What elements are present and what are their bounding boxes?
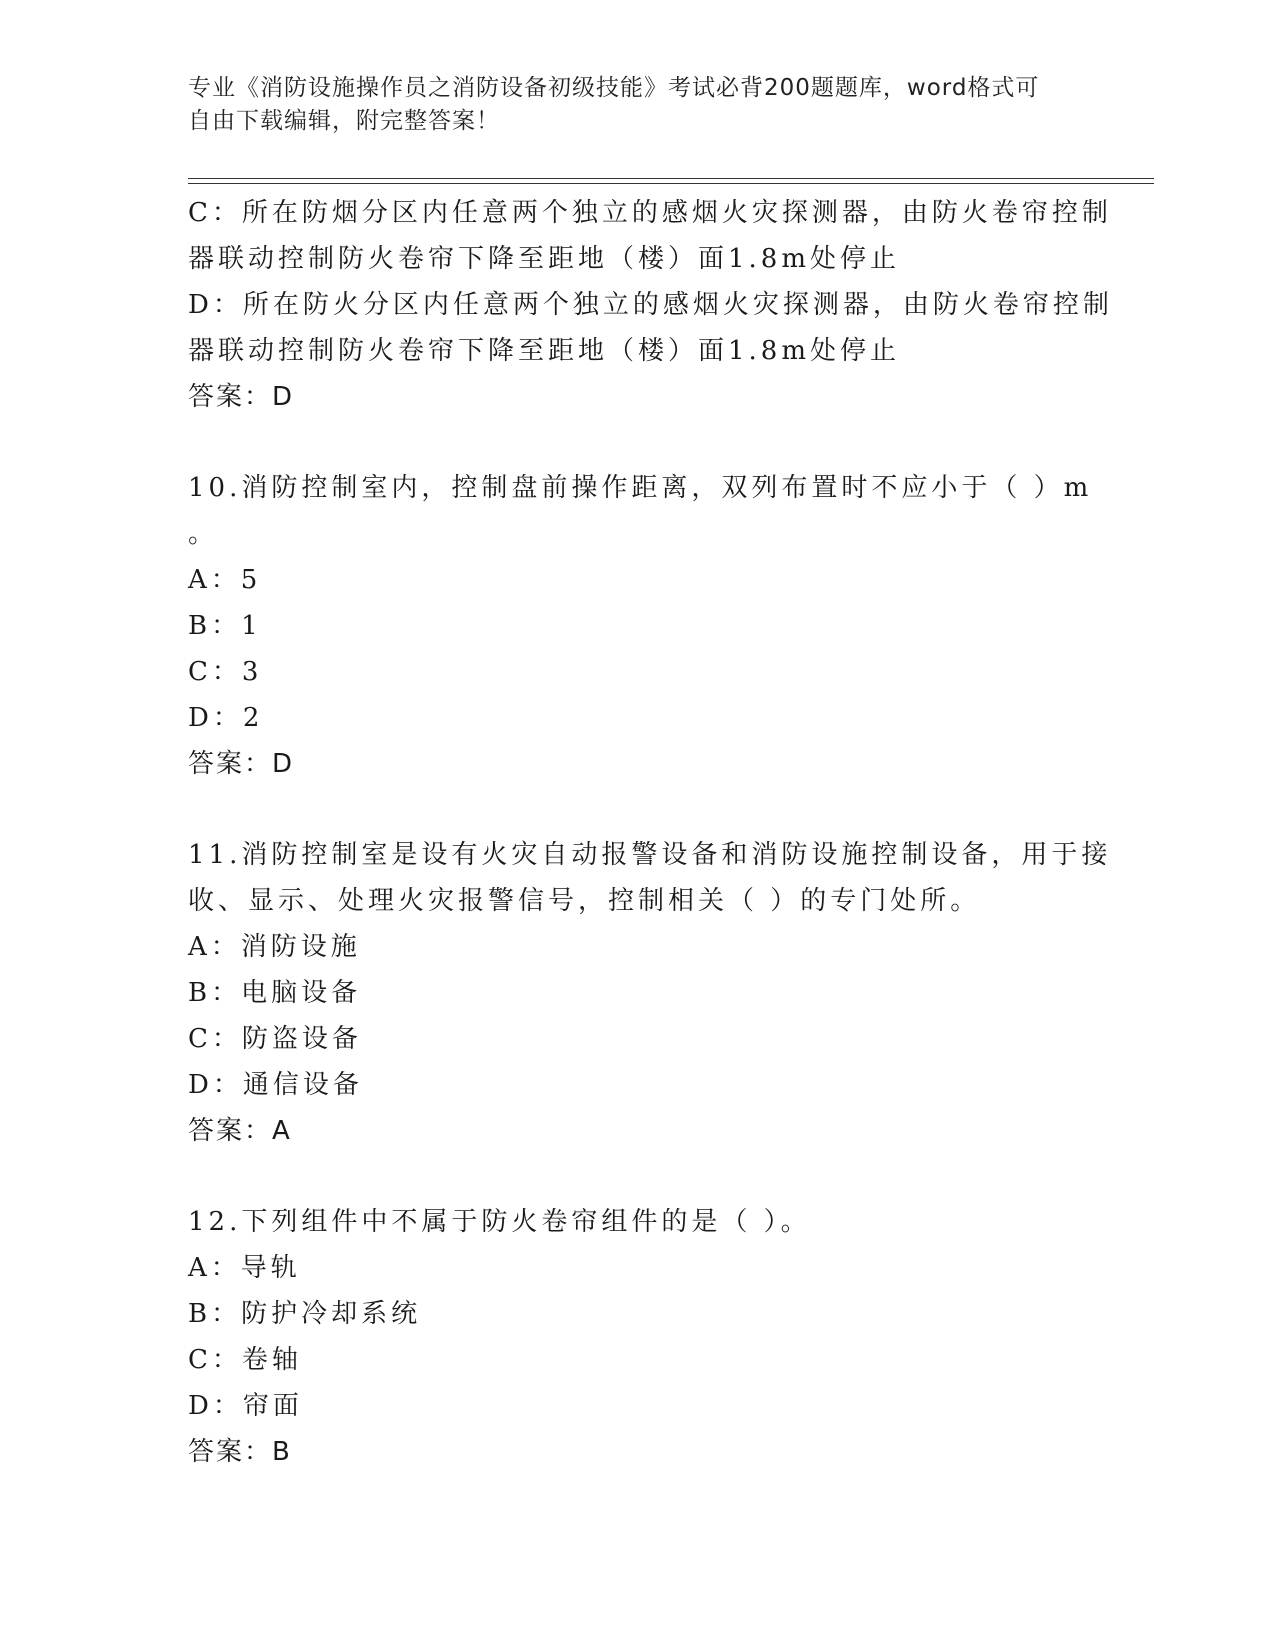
option-d: D：2 — [188, 703, 264, 733]
option-d-line-2: 器联动控制防火卷帘下降至距地（楼）面1.8m处停止 — [188, 336, 901, 366]
question-9-tail — [188, 190, 1113, 420]
option-c: C：防盗设备 — [188, 1024, 362, 1054]
spacer — [188, 787, 1088, 832]
question-stem-line-2: 。 — [188, 519, 219, 549]
option-a: A：消防设施 — [188, 932, 361, 962]
option-d: D：帘面 — [188, 1391, 303, 1421]
option-b: B：电脑设备 — [188, 978, 362, 1008]
option-c-line-1: C：所在防烟分区内任意两个独立的感烟火灾探测器，由防火卷帘控制 — [188, 198, 1112, 228]
question-stem-line-1: 10.消防控制室内，控制盘前操作距离，双列布置时不应小于（ ）m — [188, 473, 1093, 503]
option-a: A：5 — [188, 565, 262, 595]
question-10 — [188, 465, 1093, 787]
option-b: B：防护冷却系统 — [188, 1299, 422, 1329]
header-divider-bottom — [188, 183, 1154, 184]
option-c: C：卷轴 — [188, 1345, 302, 1375]
header-line-2: 自由下载编辑，附完整答案！ — [188, 108, 500, 134]
answer-line: 答案：B — [188, 1437, 292, 1467]
question-stem-line-2: 收、显示、处理火灾报警信号，控制相关（ ）的专门处所。 — [188, 886, 981, 916]
question-12 — [188, 1199, 1088, 1475]
option-c-line-2: 器联动控制防火卷帘下降至距地（楼）面1.8m处停止 — [188, 244, 901, 274]
question-stem-line-1: 12.下列组件中不属于防火卷帘组件的是（ ）。 — [188, 1207, 811, 1237]
answer-line: 答案：A — [188, 1116, 292, 1146]
spacer — [188, 1154, 1088, 1199]
question-11 — [188, 832, 1112, 1154]
answer-line: 答案：D — [188, 382, 295, 412]
spacer — [188, 420, 1088, 465]
document-header — [188, 72, 1068, 138]
option-a: A：导轨 — [188, 1253, 301, 1283]
option-b: B：1 — [188, 611, 262, 641]
option-c: C：3 — [188, 657, 263, 687]
header-divider-top — [188, 178, 1154, 179]
question-stem-line-1: 11.消防控制室是设有火灾自动报警设备和消防设施控制设备，用于接 — [188, 840, 1112, 870]
header-line-1: 专业《消防设施操作员之消防设备初级技能》考试必背200题题库，word格式可 — [188, 75, 1040, 101]
question-list — [188, 190, 1113, 1475]
answer-line: 答案：D — [188, 749, 295, 779]
option-d-line-1: D：所在防火分区内任意两个独立的感烟火灾探测器，由防火卷帘控制 — [188, 290, 1113, 320]
option-d: D：通信设备 — [188, 1070, 363, 1100]
